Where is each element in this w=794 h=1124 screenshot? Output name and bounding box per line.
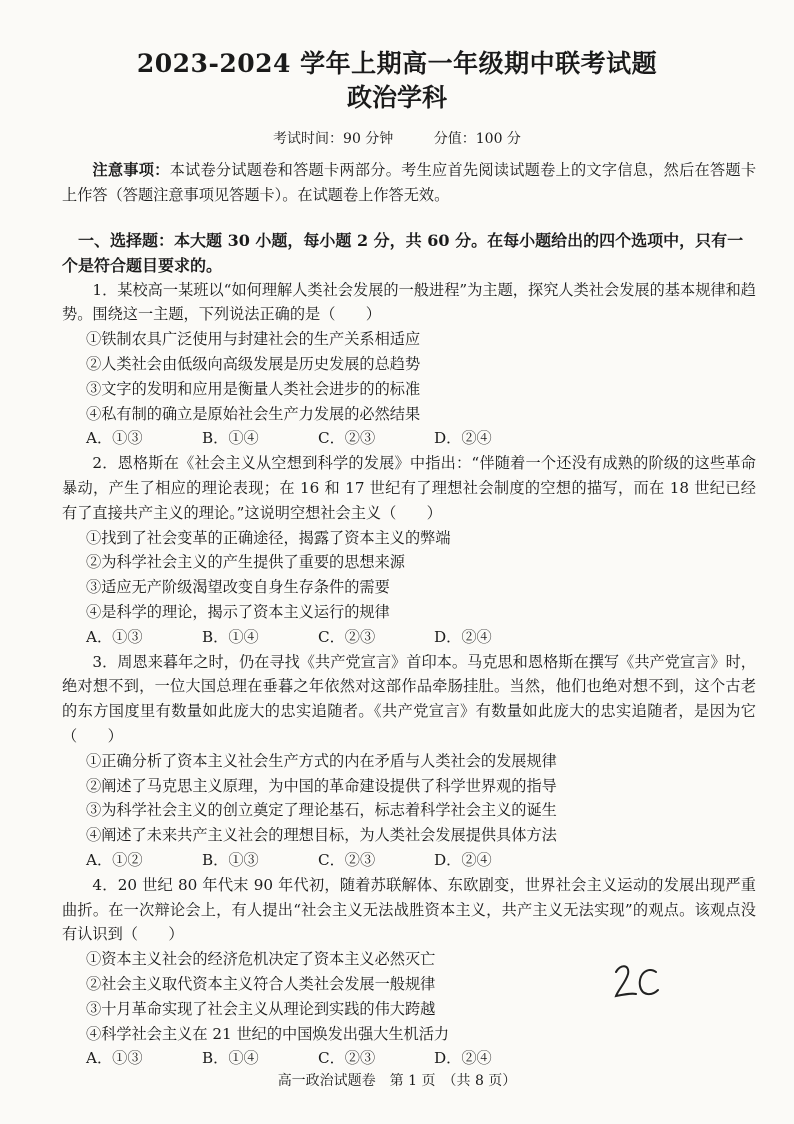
- question-stem: 1．某校高一某班以“如何理解人类社会发展的一般进程”为主题，探究人类社会发展的基本规律和趋势。围绕这一主题，下列说法正确的是（ ）: [62, 280, 756, 324]
- answer-choices: [62, 625, 756, 650]
- choice-c: C．②③: [318, 627, 376, 646]
- choice-a: A．①③: [86, 627, 143, 646]
- question-option: ④私有制的确立是原始社会生产力发展的必然结果: [86, 404, 421, 423]
- question-option: ②社会主义取代资本主义符合人类社会发展一般规律: [86, 974, 436, 993]
- question-option: ①找到了社会变革的正确途径，揭露了资本主义的弊端: [86, 528, 451, 547]
- notice: [62, 158, 756, 208]
- choice-c: C．②③: [318, 850, 376, 869]
- choice-a: A．①②: [86, 850, 143, 869]
- question-option: ③适应无产阶级渴望改变自身生存条件的需要: [86, 578, 390, 597]
- exam-title: 2023-2024 学年上期高一年级期中联考试题: [136, 49, 658, 78]
- exam-body: [62, 158, 756, 1071]
- notice-text: 本试卷分试题卷和答题卡两部分。考生应首先阅读试题卷上的文字信息，然后在答题卡上作答（答题注意事项见答题卡）。在试题卷上作答无效。: [62, 161, 757, 204]
- exam-meta: [0, 128, 794, 148]
- question-option: ②人类社会由低级向高级发展是历史发展的总趋势: [86, 354, 421, 373]
- question-1: [62, 278, 756, 452]
- question-option: ③为科学社会主义的创立奠定了理论基石，标志着科学社会主义的诞生: [86, 801, 557, 820]
- question-stem: 2．恩格斯在《社会主义从空想到科学的发展》中指出：“伴随着一个还没有成熟的阶级的这些革命暴动，产生了相应的理论表现；在 16 和 17 世纪有了理想社会制度的空想的描写，而在 18 世纪已经有了直接共产主义的理论。”这说明空想社会主义（ ）: [62, 454, 756, 522]
- question-option: ③十月革命实现了社会主义从理论到实践的伟大跨越: [86, 999, 436, 1018]
- question-option: ①铁制农具广泛使用与封建社会的生产关系相适应: [86, 330, 421, 349]
- page-footer: 高一政治试题卷 第 1 页 （共 8 页）: [277, 1073, 517, 1089]
- choice-d: D．②④: [434, 627, 492, 646]
- choice-b: B．①④: [202, 1049, 259, 1068]
- choice-a: A．①③: [86, 429, 143, 448]
- section-heading: 一、选择题：本大题 30 小题，每小题 2 分，共 60 分。在每小题给出的四个选项中，只有一个是符合题目要求的。: [62, 230, 744, 275]
- choice-c: C．②③: [318, 1049, 376, 1068]
- choice-d: D．②④: [434, 429, 492, 448]
- question-3: [62, 650, 756, 873]
- exam-score: 分值：100 分: [433, 131, 521, 147]
- choice-b: B．①④: [202, 627, 259, 646]
- question-option: ①资本主义社会的经济危机决定了资本主义必然灭亡: [86, 950, 436, 969]
- question-stem: 3．周恩来暮年之时，仍在寻找《共产党宣言》首印本。马克思和恩格斯在撰写《共产党宣言》时，绝对想不到，一位大国总理在垂暮之年依然对这部作品牵肠挂肚。当然，他们也绝对想不到，这个古老的东方国度里有数量如此庞大的忠实追随者。《共产党宣言》有数量如此庞大的忠实追随者，是因为它（ ）: [62, 652, 756, 745]
- notice-label: 注意事项：: [92, 161, 170, 179]
- subject-title: 政治学科: [346, 83, 447, 112]
- question-2: [62, 451, 756, 649]
- question-option: ④阐述了未来共产主义社会的理想目标，为人类社会发展提供具体方法: [86, 826, 557, 845]
- choice-a: A．①③: [86, 1049, 143, 1068]
- question-option: ①正确分析了资本主义社会生产方式的内在矛盾与人类社会的发展规律: [86, 751, 557, 770]
- answer-choices: [62, 426, 756, 451]
- choice-d: D．②④: [434, 1049, 492, 1068]
- exam-time: 考试时间：90 分钟: [273, 131, 394, 147]
- question-option: ②为科学社会主义的产生提供了重要的思想来源: [86, 553, 405, 572]
- question-option: ④科学社会主义在 21 世纪的中国焕发出强大生机活力: [86, 1024, 450, 1043]
- question-option: ③文字的发明和应用是衡量人类社会进步的的标准: [86, 379, 421, 398]
- question-stem: 4．20 世纪 80 年代末 90 年代初，随着苏联解体、东欧剧变，世界社会主义运动的发展出现严重曲折。在一次辩论会上，有人提出“社会主义无法战胜资本主义，共产主义无法实现”的观点。该观点没有认识到（ ）: [62, 875, 756, 944]
- answer-choices: [62, 848, 756, 873]
- choice-d: D．②④: [434, 850, 492, 869]
- question-option: ②阐述了马克思主义原理，为中国的革命建设提供了科学世界观的指导: [86, 776, 557, 795]
- answer-choices: [62, 1046, 756, 1071]
- question-option: ④是科学的理论，揭示了资本主义运行的规律: [86, 602, 390, 621]
- choice-c: C．②③: [318, 429, 376, 448]
- choice-b: B．①③: [202, 850, 259, 869]
- handwritten-mark: [612, 960, 662, 1006]
- choice-b: B．①④: [202, 429, 259, 448]
